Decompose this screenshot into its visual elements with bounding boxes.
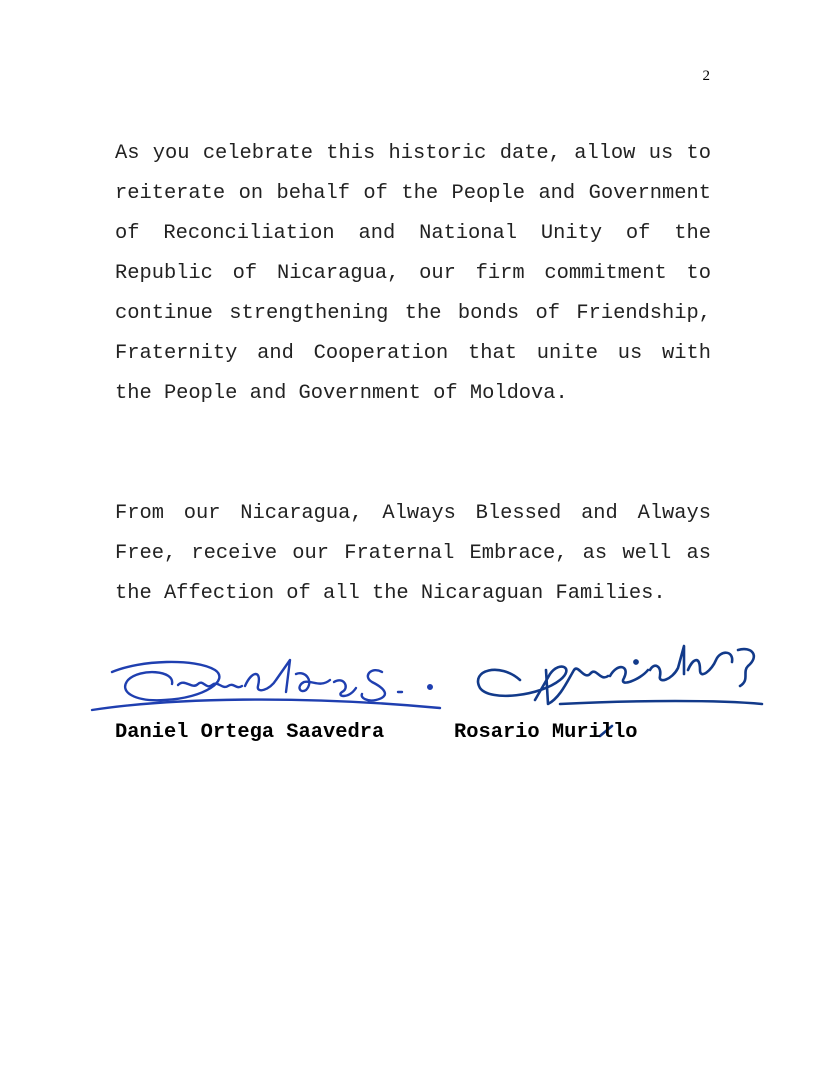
letter-paragraph-2 (115, 494, 711, 614)
signatory-name-rosario-murillo: Rosario Murillo (454, 721, 638, 744)
page-number: 2 (702, 68, 710, 84)
signature-block (0, 640, 825, 750)
signature-daniel-ortega (92, 660, 440, 710)
signatory-name-daniel-ortega: Daniel Ortega Saavedra (115, 721, 385, 744)
letter-paragraph-1 (115, 134, 711, 414)
paragraph-text: As you celebrate this historic date, allow us to reiterate on behalf of the People and Government of Reconciliation and National Unity of the Republic of Nicaragua, our firm commitment to continue strengthening the bonds of Friendship, Fraternity and Cooperation that unite us with the People and Government of Moldova. (115, 142, 711, 405)
paragraph-text: From our Nicaragua, Always Blessed and Always Free, receive our Fraternal Embrace, as well as the Affection of all the Nicaraguan Families. (115, 502, 711, 605)
